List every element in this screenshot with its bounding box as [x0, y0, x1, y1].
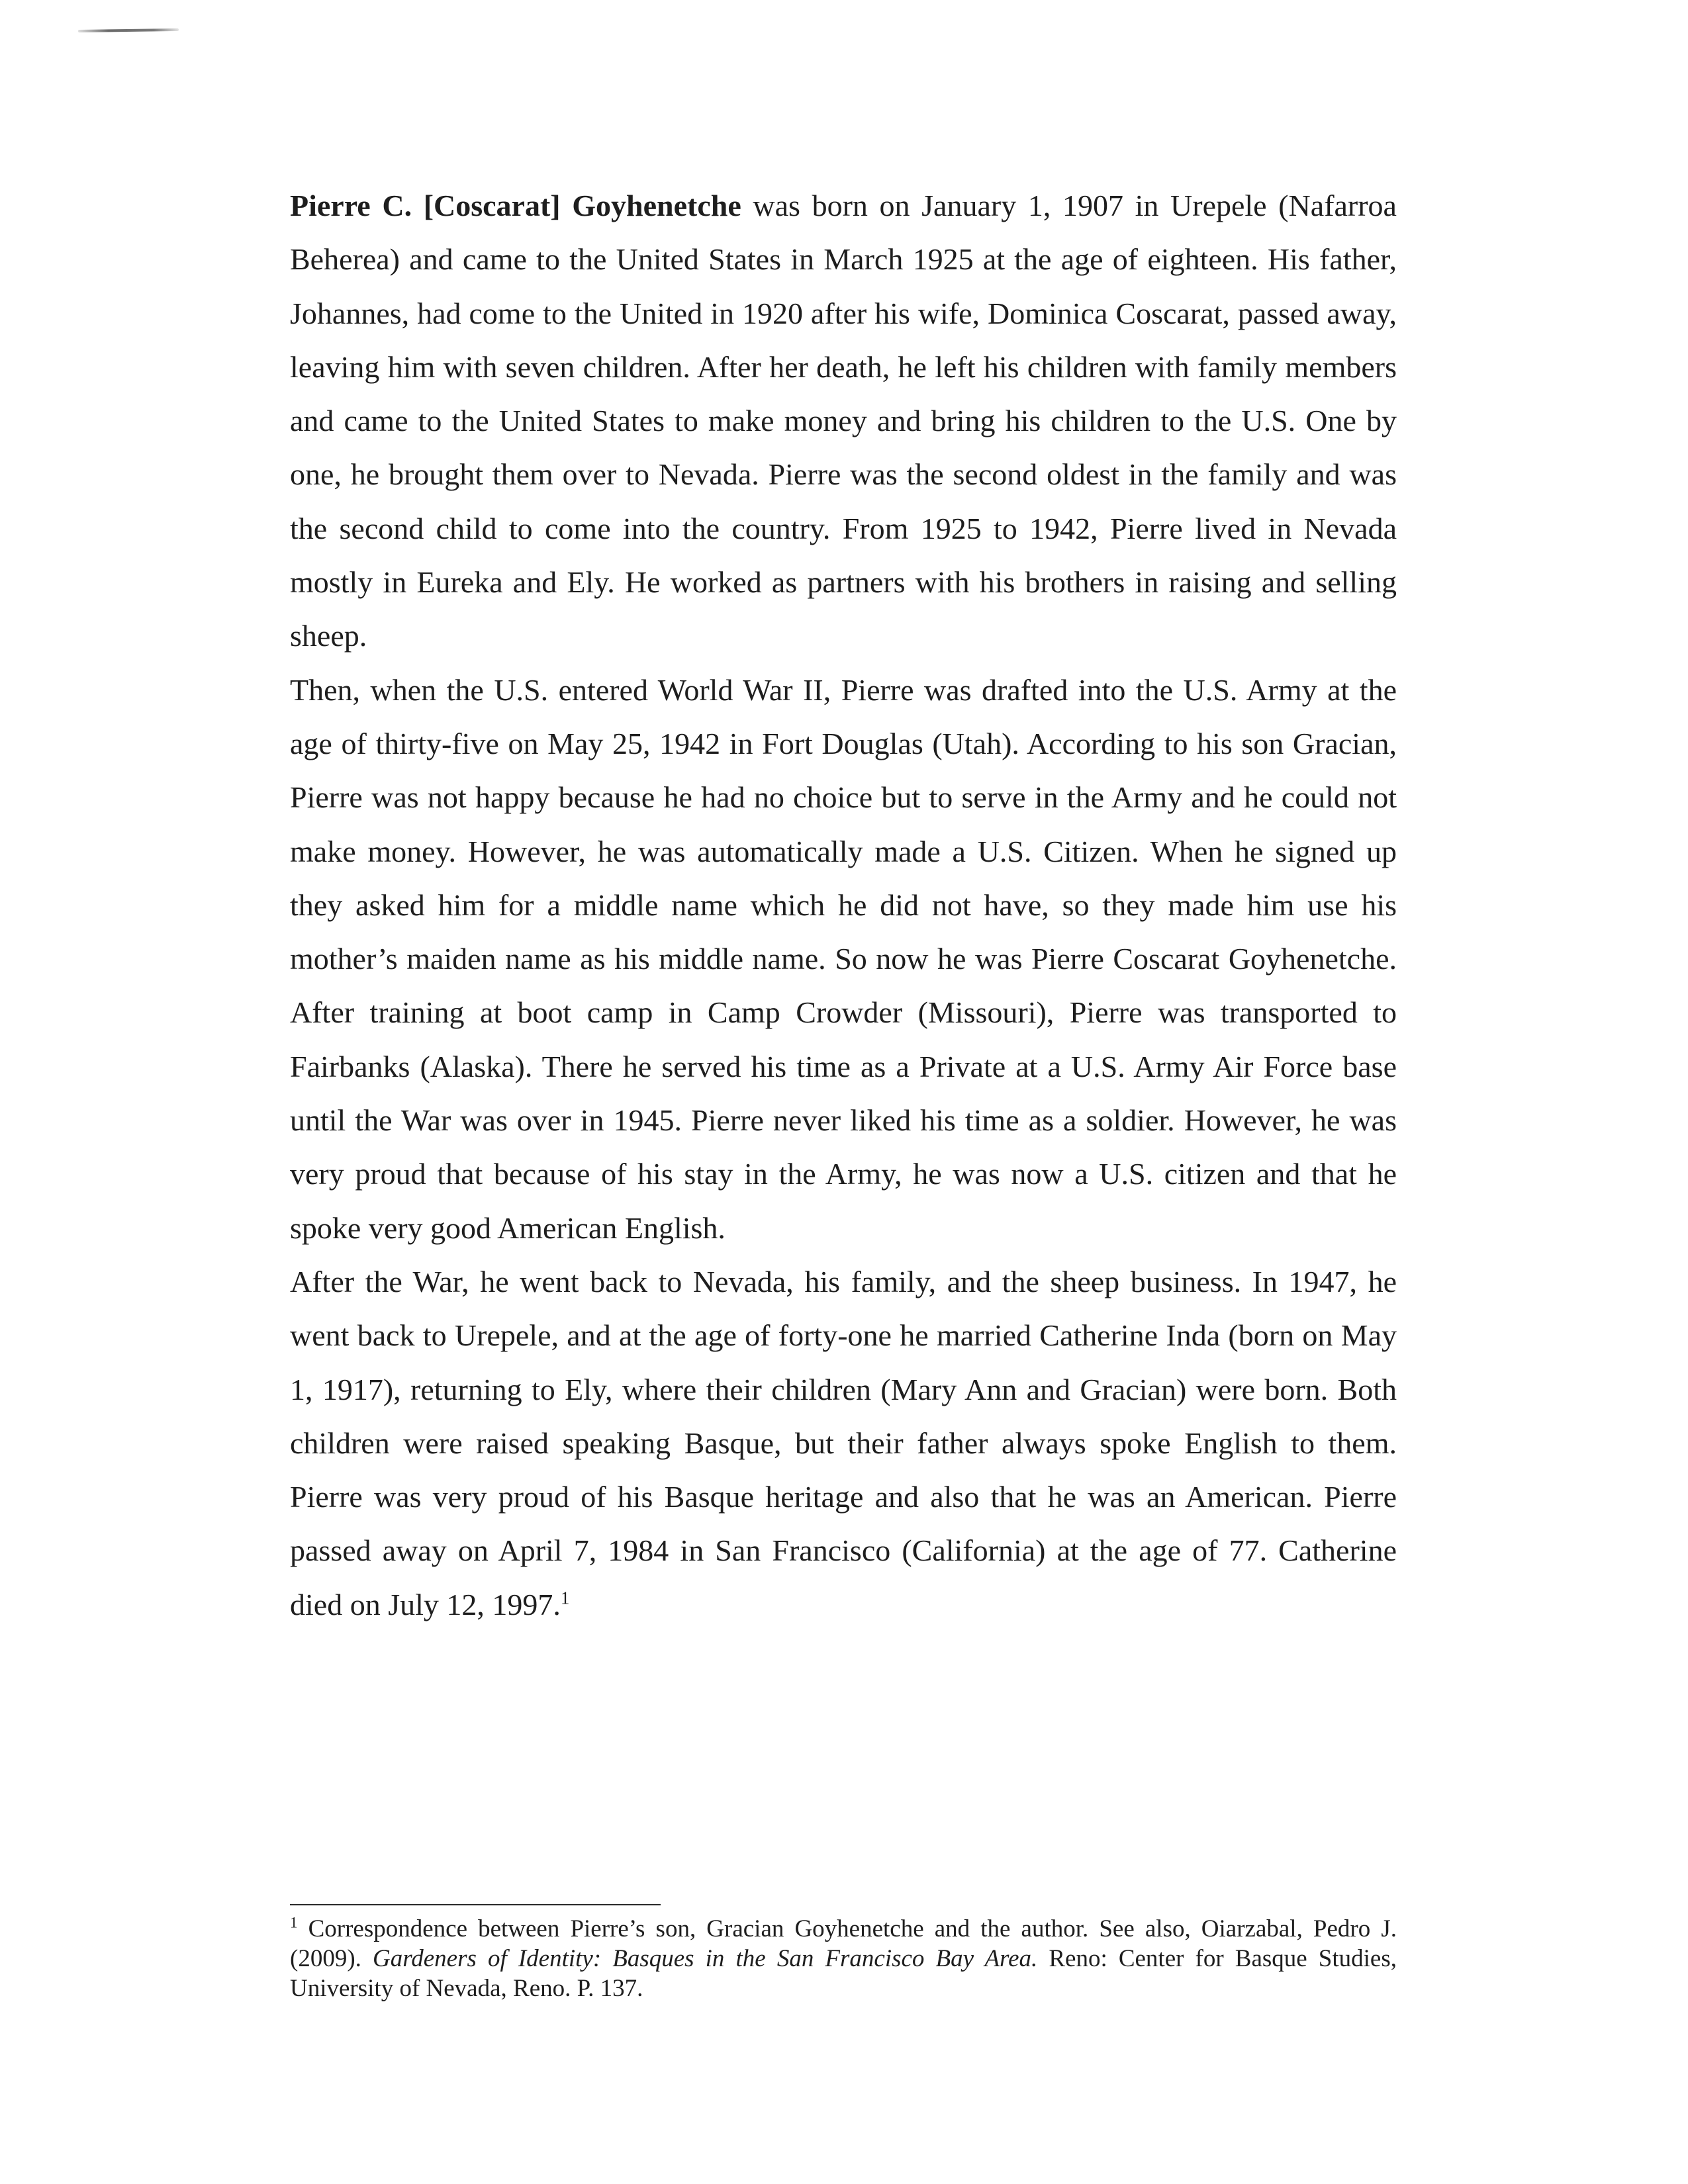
footnote-divider [290, 1904, 661, 1905]
footnote [290, 1914, 1397, 2003]
paragraph-1-text: was born on January 1, 1907 in Urepele (Nafarroa Beherea) and came to the United States in March 1925 at the age of eighteen. His father, Johannes, had come to the United in 1920 after his wife, Dominica Coscarat, passed away, leaving him with seven children. After her death, he left his children with family members and came to the United States to make money and bring his children to the U.S. One by one, he brought them over to Nevada. Pierre was the second oldest in the family and was the second child to come into the country. From 1925 to 1942, Pierre lived in Nevada mostly in Eureka and Ely. He worked as partners with his brothers in raising and selling sheep. [290, 189, 1397, 653]
paragraph-2: Then, when the U.S. entered World War II, Pierre was drafted into the U.S. Army at the age of thirty-five on May 25, 1942 in Fort Douglas (Utah). According to his son Gracian, Pierre was not happy because he had no choice but to serve in the Army and he could not make money. However, he was automatically made a U.S. Citizen. When he signed up they asked him for a middle name which he did not have, so they made him use his mother’s maiden name as his middle name. So now he was Pierre Coscarat Goyhenetche. After training at boot camp in Camp Crowder (Missouri), Pierre was transported to Fairbanks (Alaska). There he served his time as a Private at a U.S. Army Air Force base until the War was over in 1945. Pierre never liked his time as a soldier. However, he was very proud that because of his stay in the Army, he was now a U.S. citizen and that he spoke very good American English. [290, 672, 1397, 1245]
footnote-book-title: Gardeners of Identity: Basques in the San Francisco Bay Area. [372, 1945, 1038, 1972]
footnote-reference: 1 [560, 1588, 570, 1608]
article-body [290, 179, 1397, 1631]
paragraph-3 [290, 1255, 1397, 1631]
subject-name: Pierre C. [Coscarat] Goyhenetche [290, 189, 741, 222]
paragraph-1 [290, 179, 1397, 663]
footnote-text-start: Correspondence between Pierre’s son, Gracian Goyhenetche and the author. See also, Oiarzabal, Pedro J. (2009). [290, 1915, 1397, 1972]
scan-artifact-mark [78, 28, 179, 32]
footnote-number: 1 [290, 1914, 298, 1931]
paragraph-3-text: After the War, he went back to Nevada, his family, and the sheep business. In 1947, he went back to Urepele, and at the age of forty-one he married Catherine Inda (born on May 1, 1917), returning to Ely, where their children (Mary Ann and Gracian) were born. Both children were raised speaking Basque, but their father always spoke English to them. Pierre was very proud of his Basque heritage and also that he was an American. Pierre passed away on April 7, 1984 in San Francisco (California) at the age of 77. Catherine died on July 12, 1997. [290, 1264, 1397, 1621]
footnote-text-end: Reno: Center for Basque Studies, University of Nevada, Reno. P. 137. [290, 1945, 1397, 2002]
